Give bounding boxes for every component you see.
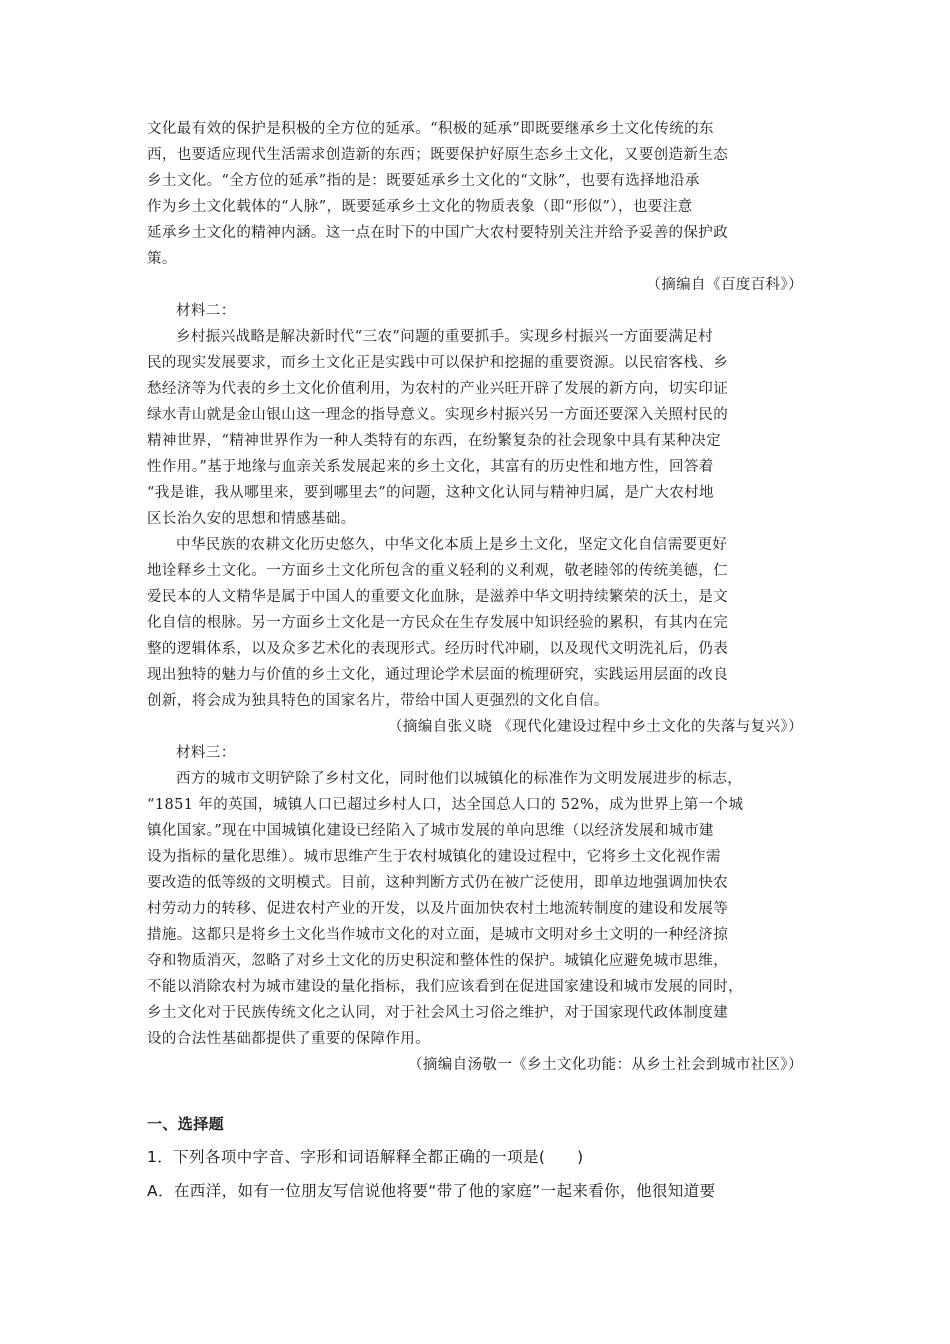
material2-heading: 材料二：	[176, 303, 236, 319]
text-line: 创新，将会成为独具特色的国家名片，带给中国人更强烈的文化自信。	[147, 693, 609, 709]
material2-source: （摘编自张义晓 《现代化建设过程中乡土文化的失落与复兴》）	[388, 719, 803, 735]
text-line: 夺和物质消灭，忽略了对乡土文化的历史积淀和整体性的保护。城镇化应避免城市思维，	[147, 953, 729, 969]
text-line: 乡土文化。“全方位的延承”指的是：既要延承乡土文化的“文脉”，也要有选择地沿承	[147, 173, 700, 189]
text-line: 作为乡土文化载体的“人脉”，既要延承乡土文化的物质表象（即“形似”），也要注意	[147, 199, 693, 215]
text-line: 乡村振兴战略是解决新时代“三农”问题的重要抓手。实现乡村振兴一方面要满足村	[176, 329, 714, 345]
material2-paragraph-2	[147, 532, 803, 714]
text-line: 绿水青山就是金山银山这一理念的指导意义。实现乡村振兴另一方面还要深入关照村民的	[147, 407, 729, 423]
text-line: 设为指标的量化思维）。城市思维产生于农村城镇化的建设过程中，它将乡土文化视作需	[147, 849, 721, 865]
text-line: 策。	[147, 251, 177, 267]
material1-source: （摘编自《百度百科》）	[646, 277, 803, 293]
text-line: 化自信的根脉。另一方面乡土文化是一方民众在生存发展中知识经验的累积，有其内在完	[147, 615, 729, 631]
section-title: 一、选择题	[147, 1115, 225, 1133]
text-line: 现出独特的魅力与价值的乡土文化，通过理论学术层面的梳理研究，实践运用层面的改良	[147, 667, 729, 683]
text-line: 爱民本的人文精华是属于中国人的重要文化血脉，是滋养中华文明持续繁荣的沃土，是文	[147, 589, 729, 605]
text-line: 乡土文化对于民族传统文化之认同，对于社会风土习俗之维护，对于国家现代政体制度建	[147, 1005, 729, 1021]
text-line: 要改造的低等级的文明模式。目前，这种判断方式仍在被广泛使用，即单边地强调加快农	[147, 875, 729, 891]
material2-paragraph-1	[147, 324, 803, 532]
question-1-option-a: A．在西洋，如有一位朋友写信说他将要“带了他的家庭”一起来看你，他很知道要	[147, 1182, 716, 1200]
text-line: 镇化国家。”现在中国城镇化建设已经陷入了城市发展的单向思维（以经济发展和城市建	[147, 823, 714, 839]
text-line: 设的合法性基础都提供了重要的保障作用。	[147, 1031, 431, 1047]
question-1-stem: 1．下列各项中字音、字形和词语解释全都正确的一项是( )	[147, 1148, 584, 1166]
text-line: 整的逻辑体系，以及众多艺术化的表现形式。经历时代冲刷，以及现代文明洗礼后，仍表	[147, 641, 729, 657]
text-line: 延承乡土文化的精神内涵。这一点在时下的中国广大农村要特别关注并给予妥善的保护政	[147, 225, 729, 241]
material3-paragraph	[147, 766, 803, 1052]
text-line: 西，也要适应现代生活需求创造新的东西；既要保护好原生态乡土文化，又要创造新生态	[147, 147, 729, 163]
text-line: 民的现实发展要求，而乡土文化正是实践中可以保护和挖掘的重要资源。以民宿客栈、乡	[147, 355, 729, 371]
material3-source: （摘编自汤敬一《乡土文化功能：从乡土社会到城市社区》）	[407, 1057, 803, 1073]
document-body	[147, 116, 803, 1208]
material3-heading: 材料三：	[176, 745, 236, 761]
text-line: 村劳动力的转移、促进农村产业的开发，以及片面加快农村土地流转制度的建设和发展等	[147, 901, 729, 917]
text-line: “1851 年的英国，城镇人口已超过乡村人口，达全国总人口的 52%，成为世界上第一个城	[147, 797, 744, 813]
text-line: 不能以消除农村为城市建设的量化指标，我们应该看到在促进国家建设和城市发展的同时，	[147, 979, 743, 995]
text-line: 文化最有效的保护是积极的全方位的延承。“积极的延承”即既要继承乡土文化传统的东	[147, 121, 714, 137]
text-line: 精神世界，“精神世界作为一种人类特有的东西，在纷繁复杂的社会现象中具有某种决定	[147, 433, 722, 449]
text-line: 西方的城市文明铲除了乡村文化，同时他们以城镇化的标准作为文明发展进步的标志，	[176, 771, 743, 787]
text-line: 中华民族的农耕文化历史悠久，中华文化本质上是乡土文化，坚定文化自信需要更好	[176, 537, 728, 553]
text-line: “我是谁，我从哪里来，要到哪里去”的问题，这种文化认同与精神归属，是广大农村地	[147, 485, 714, 501]
text-line: 性作用。”基于地缘与血亲关系发展起来的乡土文化，其富有的历史性和地方性，回答着	[147, 459, 714, 475]
text-line: 地诠释乡土文化。一方面乡土文化所包含的重义轻利的义利观，敬老睦邻的传统美德，仁	[147, 563, 729, 579]
text-line: 措施。这都只是将乡土文化当作城市文化的对立面，是城市文明对乡土文明的一种经济掠	[147, 927, 729, 943]
material1-tail	[147, 116, 803, 272]
text-line: 愁经济等为代表的乡土文化价值利用，为农村的产业兴旺开辟了发展的新方向，切实印证	[147, 381, 729, 397]
text-line: 区长治久安的思想和情感基础。	[147, 511, 356, 527]
